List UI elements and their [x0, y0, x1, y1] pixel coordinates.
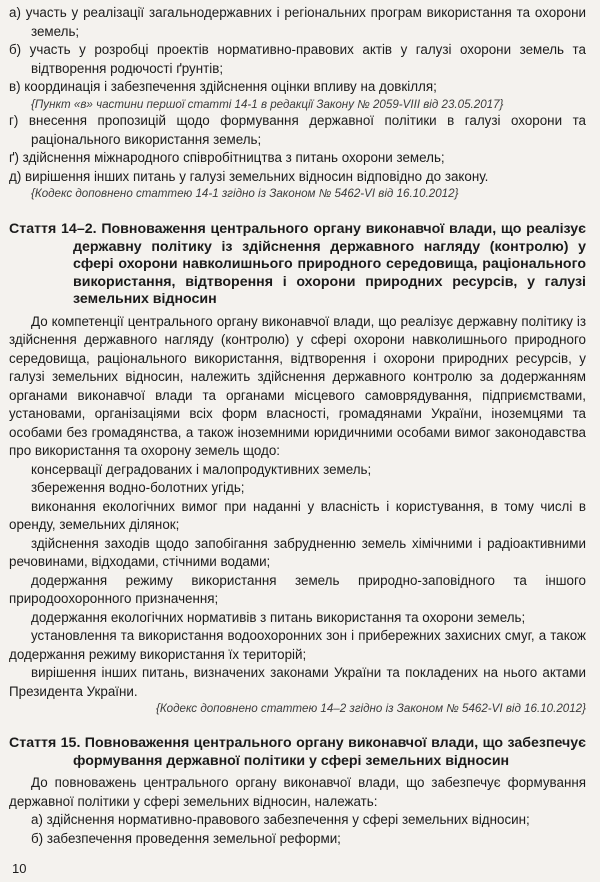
- list-item-g-prime: ґ) здійснення міжнародного співробітництва з питань охорони земель;: [9, 150, 445, 165]
- page-number: 10: [12, 861, 27, 876]
- list-item: додержання екологічних нормативів з питань використання та охорони земель;: [31, 609, 526, 625]
- article-15-intro: До повноважень центрального органу виконавчої влади, що забезпечує формування державної політики у сфері земельних відносин, належать:: [9, 775, 586, 809]
- article-15: [9, 732, 586, 872]
- list-item-v: в) координація і забезпечення здійснення оцінки впливу на довкілля;: [9, 79, 437, 94]
- list-item: виконання екологічних вимог при наданні у власність і користування, в тому числі в оренду, земельних ділянок;: [9, 498, 586, 533]
- article-14-2: [9, 218, 586, 730]
- list-item: збереження водно-болотних угідь;: [31, 480, 245, 496]
- list-item: вирішення інших питань, визначених законами України та покладених на нього актами Президента України.: [9, 665, 586, 699]
- list-item: додержання режиму використання земель природно-заповідного та іншого природоохоронного призначення;: [9, 572, 586, 607]
- list-item: установлення та використання водоохоронних зон і прибережних захисних смуг, а також додержання режиму використання їх територій;: [9, 628, 586, 662]
- list-item-d: д) вирішення інших питань у галузі земельних відносин відповідно до закону.: [9, 168, 489, 184]
- article-14-2-intro: До компетенції центрального органу виконавчої влади, що реалізує державну політику із здійснення державного нагляду (контролю) у сфері охорони навколишнього природного середовища, раціонального використання, відтворення і охорони природних ресурсів, у галузі земельних відносин, належить здійснення державного контролю за додержанням органами виконавчої влади та органами місцевого самоврядування, підприємствами, установами, організаціями всіх форм власності, громадянами України, іноземцями та особами без громадянства, а також іноземними юридичними особами вимог законодавства про використання та охорону земель щодо:: [9, 313, 586, 459]
- list-item: а) здійснення нормативно-правового забезпечення у сфері земельних відносин;: [31, 812, 530, 828]
- amendment-note-article-14-2: {Кодекс доповнено статтею 14–2 згідно із Законом № 5462-VI від 16.10.2012}: [155, 702, 586, 716]
- article-14-1-continuation: [9, 4, 586, 216]
- list-item-a: а) участь у реалізації загальнодержавних і регіональних програм використання та охорони земель;: [9, 5, 586, 39]
- list-item: консервації деградованих і малопродуктивних земель;: [31, 461, 372, 477]
- list-item-b: б) участь у розробці проектів нормативно-правових актів у галузі охорони земель та відтворення родючості ґрунтів;: [9, 42, 586, 76]
- list-item: здійснення заходів щодо запобігання забрудненню земель хімічними і радіоактивними речовинами, відходами, стічними водами;: [9, 535, 586, 570]
- list-item-g: г) внесення пропозицій щодо формування державної політики в галузі охорони та раціонального використання земель;: [9, 113, 586, 147]
- amendment-note-article-14-1: {Кодекс доповнено статтею 14-1 згідно із Законом № 5462-VI від 16.10.2012}: [31, 187, 459, 200]
- list-item: б) забезпечення проведення земельної реформи;: [31, 830, 341, 846]
- amendment-note-item-v: {Пункт «в» частини першої статті 14-1 в редакції Закону № 2059-VIII від 23.05.2017}: [31, 97, 504, 111]
- article-14-2-heading: Стаття 14–2. Повноваження центрального органу виконавчої влади, що реалізує державну політику із здійснення державного нагляду (контролю) у сфері охорони навколишнього природного середовища, раціонального використання, відтворення і охорони природних ресурсів, у галузі земельних відносин: [9, 221, 586, 308]
- article-15-heading: Стаття 15. Повноваження центрального органу виконавчої влади, що забезпечує формування державної політики у сфері земельних відносин: [9, 735, 586, 769]
